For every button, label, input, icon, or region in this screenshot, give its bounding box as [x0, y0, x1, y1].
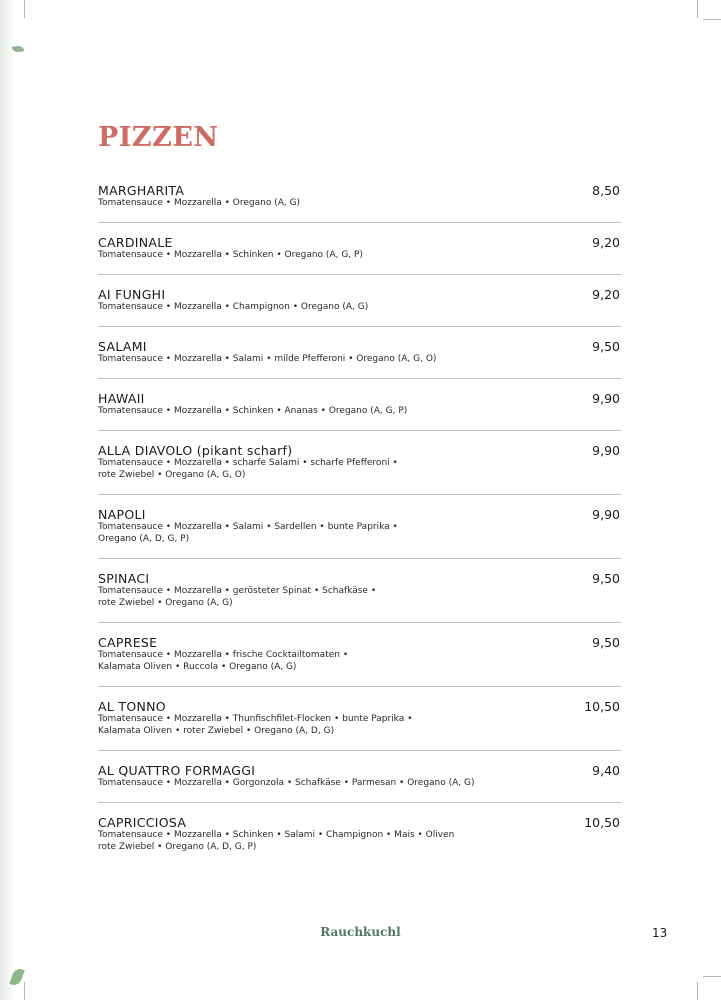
crop-mark — [24, 0, 25, 18]
item-description: Tomatensauce • Mozzarella • Champignon • Oregano (A, G) — [98, 302, 369, 312]
item-name: AI FUNGHI — [98, 287, 166, 302]
item-price: 9,50 — [592, 635, 620, 650]
item-price: 8,50 — [592, 183, 620, 198]
crop-mark — [24, 982, 25, 1000]
crop-mark — [703, 19, 721, 20]
item-price: 9,50 — [592, 339, 620, 354]
item-description: rote Zwiebel • Oregano (A, G, O) — [98, 469, 246, 480]
item-description: Tomatensauce • Mozzarella • frische Cocktailtomaten • — [98, 650, 349, 660]
menu-item — [98, 699, 621, 751]
item-price: 9,20 — [592, 287, 620, 302]
menu-item — [98, 287, 621, 327]
item-name: NAPOLI — [98, 507, 146, 522]
item-description: Tomatensauce • Mozzarella • gerösteter Spinat • Schafkäse • — [98, 586, 377, 596]
item-description: rote Zwiebel • Oregano (A, D, G, P) — [98, 841, 257, 852]
item-name: AL QUATTRO FORMAGGI — [98, 763, 256, 778]
crop-mark — [697, 0, 698, 18]
item-description: Oregano (A, D, G, P) — [98, 533, 190, 544]
item-description: Tomatensauce • Mozzarella • Schinken • Salami • Champignon • Mais • Oliven — [98, 830, 455, 840]
item-description: rote Zwiebel • Oregano (A, G) — [98, 597, 233, 608]
item-description: Tomatensauce • Mozzarella • Schinken • Ananas • Oregano (A, G, P) — [98, 406, 408, 416]
menu-item — [98, 815, 621, 866]
item-name: CAPRESE — [98, 635, 158, 650]
item-price: 9,50 — [592, 571, 620, 586]
item-description: Tomatensauce • Mozzarella • Thunfischfilet-Flocken • bunte Paprika • — [98, 714, 413, 724]
item-description: Tomatensauce • Mozzarella • Salami • milde Pfefferoni • Oregano (A, G, O) — [98, 354, 437, 364]
crop-mark — [703, 976, 721, 977]
brand-logo: Rauchkuchl — [320, 925, 401, 939]
page-bleed-edge — [0, 0, 14, 1000]
item-description: Kalamata Oliven • roter Zwiebel • Oregano (A, D, G) — [98, 725, 335, 736]
crop-mark — [697, 982, 698, 1000]
section-title: PIZZEN — [98, 122, 219, 153]
item-price: 9,90 — [592, 507, 620, 522]
item-description: Tomatensauce • Mozzarella • Oregano (A, G) — [98, 198, 301, 208]
item-price: 9,90 — [592, 391, 620, 406]
item-description: Kalamata Oliven • Ruccola • Oregano (A, G) — [98, 661, 297, 672]
menu-item — [98, 339, 621, 379]
page-number: 13 — [652, 926, 668, 940]
item-name: CAPRICCIOSA — [98, 815, 187, 830]
menu-list — [98, 183, 621, 866]
menu-item — [98, 571, 621, 623]
menu-item — [98, 235, 621, 275]
item-price: 10,50 — [584, 815, 620, 830]
item-name: ALLA DIAVOLO (pikant scharf) — [98, 443, 293, 458]
menu-item — [98, 507, 621, 559]
item-name: SALAMI — [98, 339, 147, 354]
menu-item — [98, 763, 621, 803]
item-description: Tomatensauce • Mozzarella • scharfe Salami • scharfe Pfefferoni • — [98, 458, 398, 468]
item-name: HAWAII — [98, 391, 145, 406]
item-description: Tomatensauce • Mozzarella • Gorgonzola • Schafkäse • Parmesan • Oregano (A, G) — [98, 778, 475, 788]
item-name: AL TONNO — [98, 699, 166, 714]
menu-item — [98, 443, 621, 495]
menu-item — [98, 183, 621, 223]
menu-item — [98, 635, 621, 687]
menu-item — [98, 391, 621, 431]
item-description: Tomatensauce • Mozzarella • Schinken • Oregano (A, G, P) — [98, 250, 363, 260]
item-price: 9,90 — [592, 443, 620, 458]
item-price: 9,40 — [592, 763, 620, 778]
item-price: 10,50 — [584, 699, 620, 714]
item-name: CARDINALE — [98, 235, 173, 250]
item-price: 9,20 — [592, 235, 620, 250]
item-name: MARGHARITA — [98, 183, 185, 198]
item-description: Tomatensauce • Mozzarella • Salami • Sardellen • bunte Paprika • — [98, 522, 398, 532]
item-name: SPINACI — [98, 571, 150, 586]
